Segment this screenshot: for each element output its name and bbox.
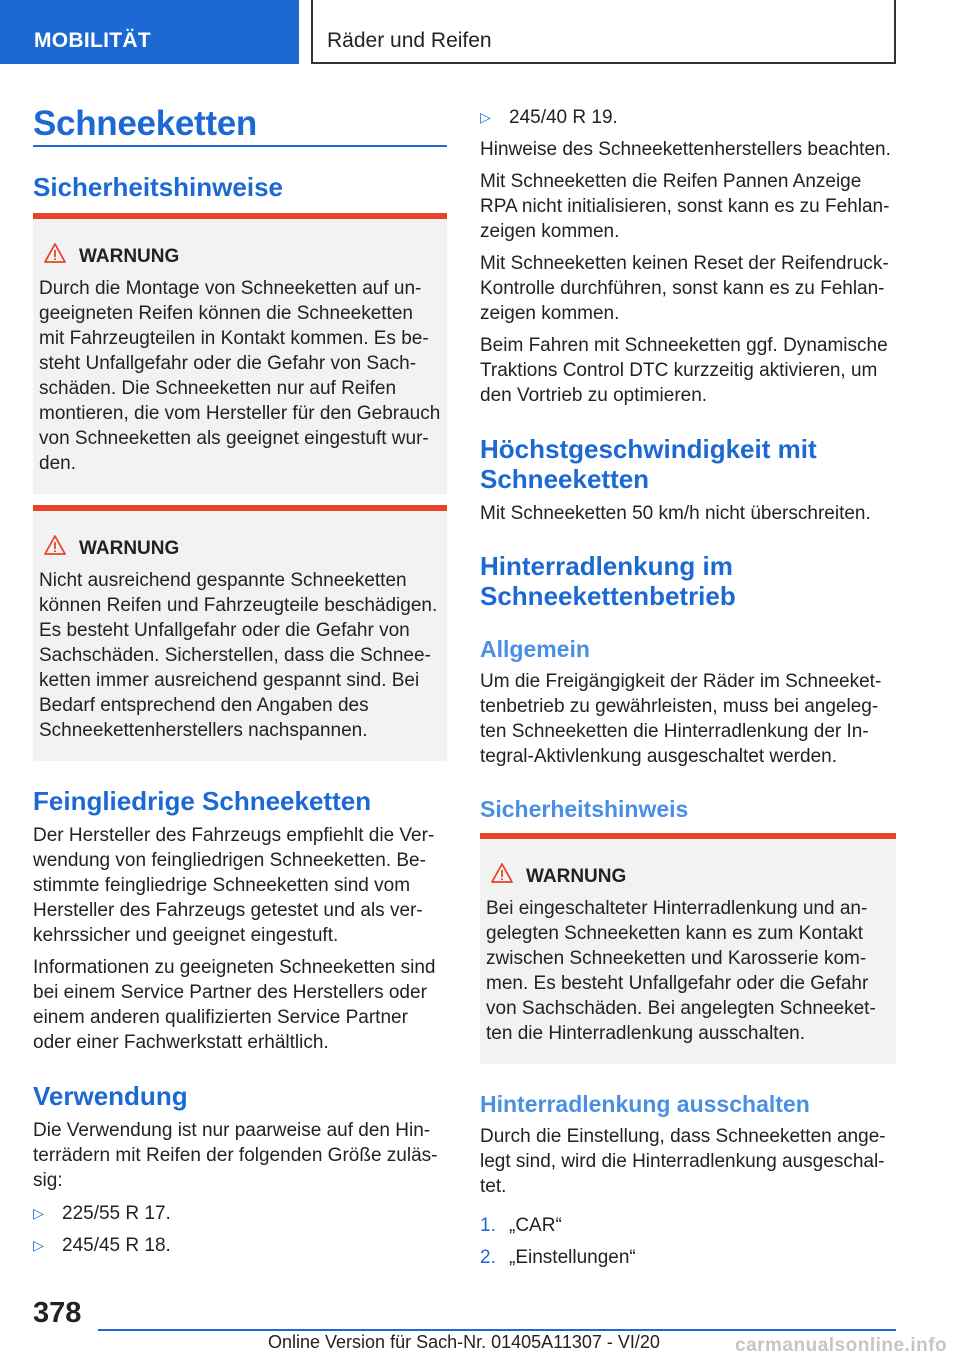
triangle-right-icon: ▷: [33, 1237, 44, 1253]
rear-steering-heading: Hinterradlenkung im Schneekettenbetrieb: [480, 551, 736, 611]
warning-box-3: [480, 833, 896, 1064]
page-number: 378: [33, 1297, 82, 1329]
warning-text: Bei eingeschalteter Hinterradlenkung und an- gelegten Schneeketten kann es zum Kontakt zwischen Schneeketten und Karosserie kom- men. Es besteht Unfallgefahr oder die Gefahr von Sachschäden. Bei angelegten Schneeket- ten die Hinterradlenkung ausschalten.: [486, 898, 876, 1044]
usage-paragraph: Die Verwendung ist nur paarweise auf den Hin- terrädern mit Reifen der folgenden Größe zuläs- sig:: [33, 1120, 438, 1191]
speed-paragraph: Mit Schneeketten 50 km/h nicht überschreiten.: [480, 503, 871, 524]
page-title: Schneeketten: [33, 104, 257, 143]
speed-heading: Höchstgeschwindigkeit mit Schneeketten: [480, 434, 817, 494]
warning-text: Durch die Montage von Schneeketten auf un- geeigneten Reifen können die Schneeketten mit Fahrzeugteilen in Kontakt kommen. Es be- steht Unfallgefahr oder die Gefahr von Sach- schäden. Die Schneeketten nur auf Reifen montieren, die vom Hersteller für den Gebrauch von Schneeketten als geeignet eingestuft wur- den.: [39, 278, 441, 474]
fine-chains-paragraph-1: Der Hersteller des Fahrzeugs empfiehlt die Ver- wendung von feingliedrigen Schneeketten. Be- stimmte feingliedrige Schneeketten sind vom Hersteller des Fahrzeugs getestet und als ver- kehrssicher und geeignet eingestuft.: [33, 825, 435, 946]
deactivate-heading: Hinterradlenkung ausschalten: [480, 1091, 810, 1117]
deactivate-paragraph: Durch die Einstellung, dass Schneeketten ange- legt sind, wird die Hinterradlenkung ausgeschal- tet.: [480, 1126, 886, 1197]
footer-rule: [98, 1329, 896, 1331]
triangle-right-icon: ▷: [480, 109, 491, 125]
warning-label: WARNUNG: [79, 246, 180, 267]
warning-text: Nicht ausreichend gespannte Schneeketten können Reifen und Fahrzeugteile beschädigen. Es besteht Unfallgefahr oder die Gefahr von Sachschäden. Sicherstellen, dass die Schnee- ketten immer ausreichend gespannt sind. Bei Bedarf entsprechend den Angaben des Schneekettenherstellers nachspannen.: [39, 570, 438, 741]
step-item: [480, 1245, 896, 1270]
usage-heading: Verwendung: [33, 1081, 188, 1111]
section-tab: MOBILITÄT: [0, 0, 299, 64]
general-paragraph: Um die Freigängigkeit der Räder im Schneeket- tenbetrieb zu gewährleisten, muss bei angeleg- ten Schneeketten die Hinterradlenkung der In- tegral-Aktivlenkung ausgeschaltet werden.: [480, 671, 882, 767]
step-number: 2.: [480, 1247, 496, 1268]
warning-label: WARNUNG: [79, 538, 180, 559]
paragraph: Mit Schneeketten keinen Reset der Reifendruck- Kontrolle durchführen, sonst kann es zu Fehlan- zeigen kommen.: [480, 253, 889, 324]
list-item: ▷ 225/55 R 17.: [33, 1203, 171, 1224]
warning-triangle-icon: [44, 243, 66, 263]
watermark: carmanualsonline.info: [735, 1335, 948, 1356]
paragraph: Hinweise des Schneekettenherstellers beachten.: [480, 139, 891, 160]
safety-note-heading: Sicherheitshinweis: [480, 796, 689, 822]
title-rule: [33, 145, 447, 147]
step-text: „CAR“: [509, 1215, 562, 1236]
list-item: ▷ 245/45 R 18.: [33, 1235, 171, 1256]
warning-box-1: [33, 213, 447, 494]
safety-heading: Sicherheitshinweise: [33, 172, 283, 202]
list-item: ▷ 245/40 R 19.: [480, 107, 618, 128]
fine-chains-heading: Feingliedrige Schneeketten: [33, 786, 372, 816]
chapter-title: Räder und Reifen: [311, 0, 896, 64]
warning-triangle-icon: [491, 863, 513, 883]
general-heading: Allgemein: [480, 636, 590, 662]
triangle-right-icon: ▷: [33, 1205, 44, 1221]
fine-chains-paragraph-2: Informationen zu geeigneten Schneeketten sind bei einem Service Partner des Herstellers oder einem anderen qualifizierten Service Partner oder einer Fachwerkstatt erhältlich.: [33, 957, 436, 1053]
warning-triangle-icon: [44, 535, 66, 555]
step-item: [480, 1213, 896, 1238]
step-text: „Einstellungen“: [509, 1247, 636, 1268]
warning-box-2: [33, 505, 447, 761]
step-number: 1.: [480, 1215, 496, 1236]
paragraph: Beim Fahren mit Schneeketten ggf. Dynamische Traktions Control DTC kurzzeitig aktivieren, um den Vortrieb zu optimieren.: [480, 335, 888, 406]
warning-label: WARNUNG: [526, 866, 627, 887]
paragraph: Mit Schneeketten die Reifen Pannen Anzeige RPA nicht initialisieren, sonst kann es zu Fehlan- zeigen kommen.: [480, 171, 890, 242]
footer-text: Online Version für Sach-Nr. 01405A11307 - VI/20: [268, 1332, 660, 1352]
